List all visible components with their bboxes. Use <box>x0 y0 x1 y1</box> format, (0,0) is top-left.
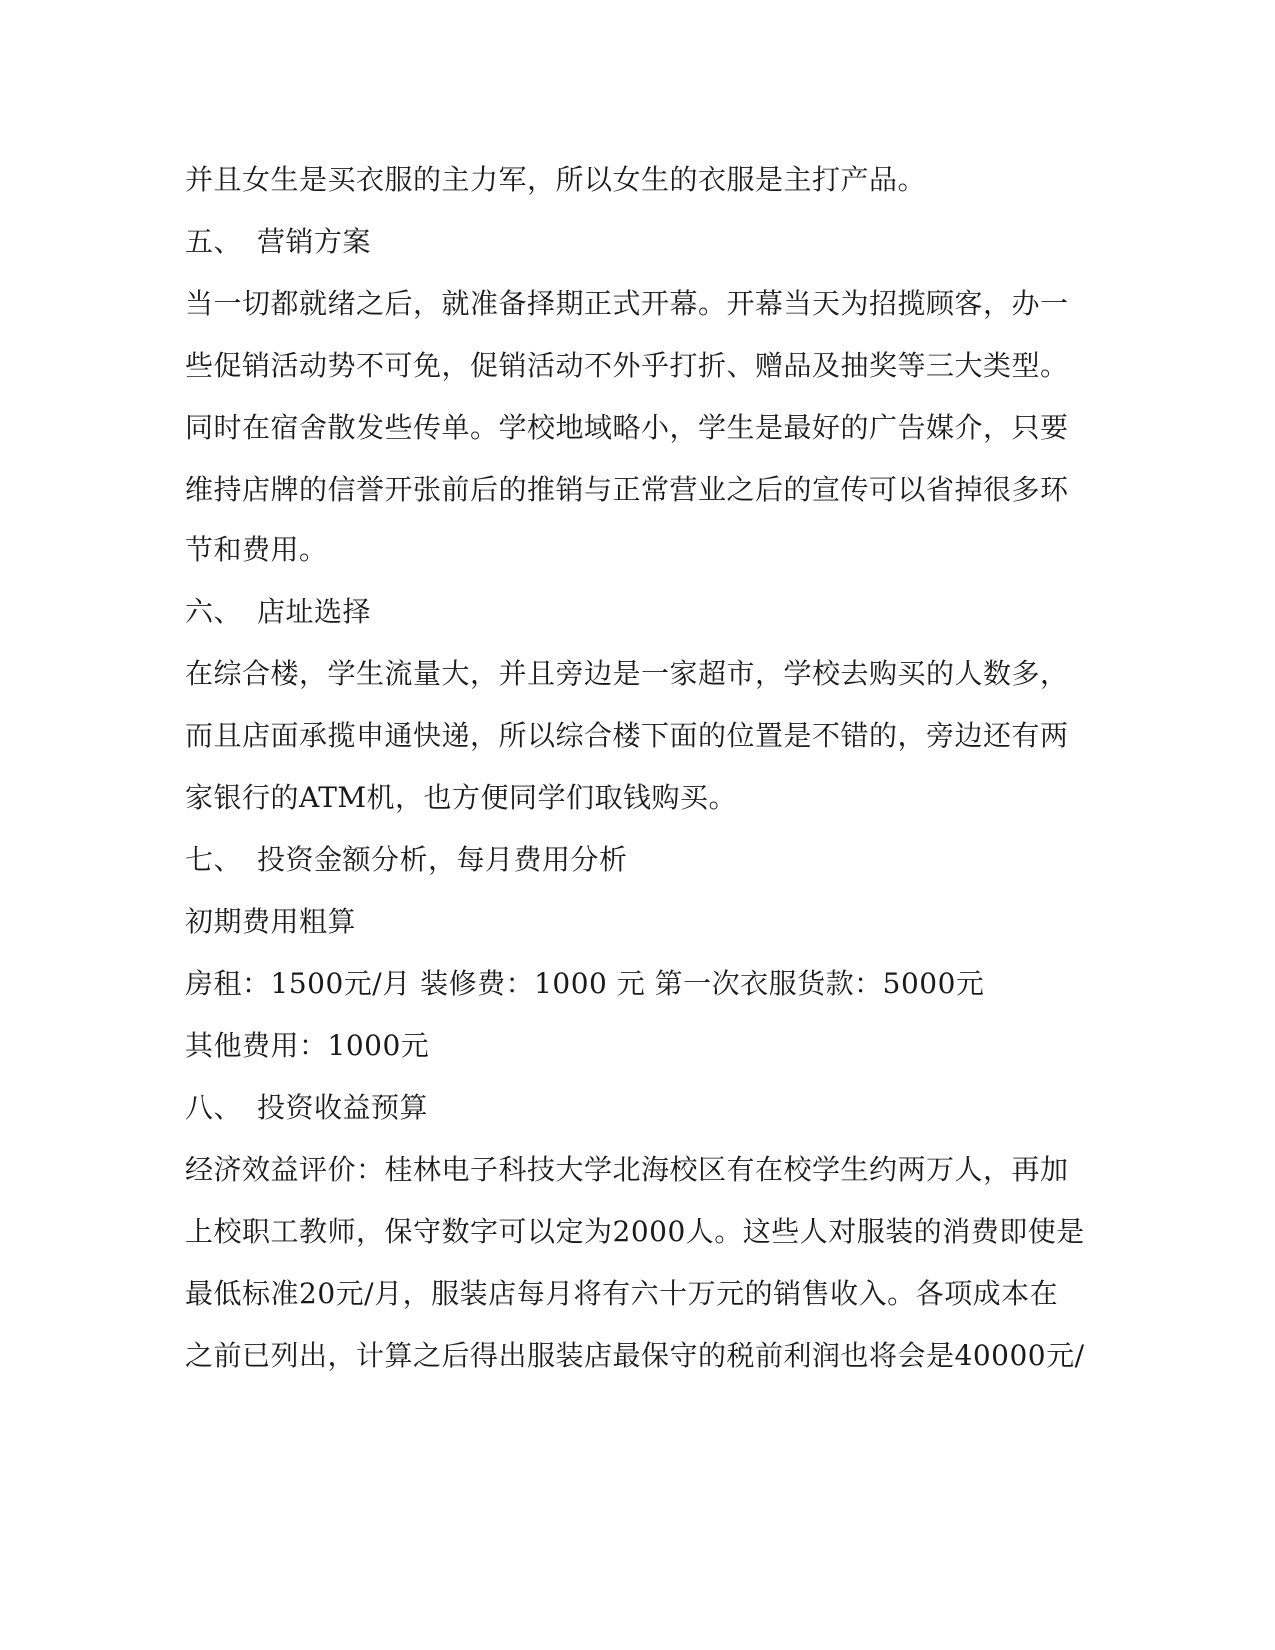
section-number: 八、 <box>185 1091 243 1124</box>
paragraph-line: 维持店牌的信誉开张前后的推销与正常营业之后的宣传可以省掉很多环 <box>185 473 1069 506</box>
paragraph-line: 经济效益评价：桂林电子科技大学北海校区有在校学生约两万人，再加 <box>185 1153 1069 1186</box>
section-number: 七、 <box>185 843 243 876</box>
paragraph-line: 同时在宿舍散发些传单。学校地域略小，学生是最好的广告媒介，只要 <box>185 411 1069 444</box>
section-number: 六、 <box>185 595 243 628</box>
paragraph-line: 当一切都就绪之后，就准备择期正式开幕。开幕当天为招揽顾客，办一 <box>185 287 1069 320</box>
section-heading-6 <box>185 592 1085 632</box>
paragraph-line: 而且店面承揽申通快递，所以综合楼下面的位置是不错的，旁边还有两 <box>185 719 1069 752</box>
paragraph-line: 最低标准20元/月，服装店每月将有六十万元的销售收入。各项成本在 <box>185 1277 1059 1310</box>
paragraph-line: 初期费用粗算 <box>185 905 357 938</box>
section-heading-7 <box>185 840 1085 880</box>
section-heading-5 <box>185 222 1085 262</box>
section-number: 五、 <box>185 225 243 258</box>
section-title: 营销方案 <box>257 225 372 258</box>
section-heading-8 <box>185 1088 1085 1128</box>
section-title: 投资金额分析，每月费用分析 <box>257 843 628 876</box>
paragraph-line: 节和费用。 <box>185 533 328 566</box>
section-title: 投资收益预算 <box>257 1091 429 1124</box>
paragraph-line: 上校职工教师，保守数字可以定为2000人。这些人对服装的消费即使是 <box>185 1215 1085 1248</box>
paragraph-line: 在综合楼，学生流量大，并且旁边是一家超市，学校去购买的人数多， <box>185 657 1069 690</box>
paragraph-line: 并且女生是买衣服的主力军，所以女生的衣服是主打产品。 <box>185 163 927 196</box>
section-title: 店址选择 <box>257 595 372 628</box>
paragraph-line: 些促销活动势不可免，促销活动不外乎打折、赠品及抽奖等三大类型。 <box>185 349 1069 382</box>
paragraph-line: 家银行的ATM机，也方便同学们取钱购买。 <box>185 781 738 814</box>
paragraph-line: 之前已列出，计算之后得出服装店最保守的税前利润也将会是40000元/ <box>185 1339 1085 1372</box>
paragraph-line: 其他费用：1000元 <box>185 1029 430 1062</box>
paragraph-line: 房租：1500元/月 装修费：1000 元 第一次衣服货款：5000元 <box>185 967 985 1000</box>
